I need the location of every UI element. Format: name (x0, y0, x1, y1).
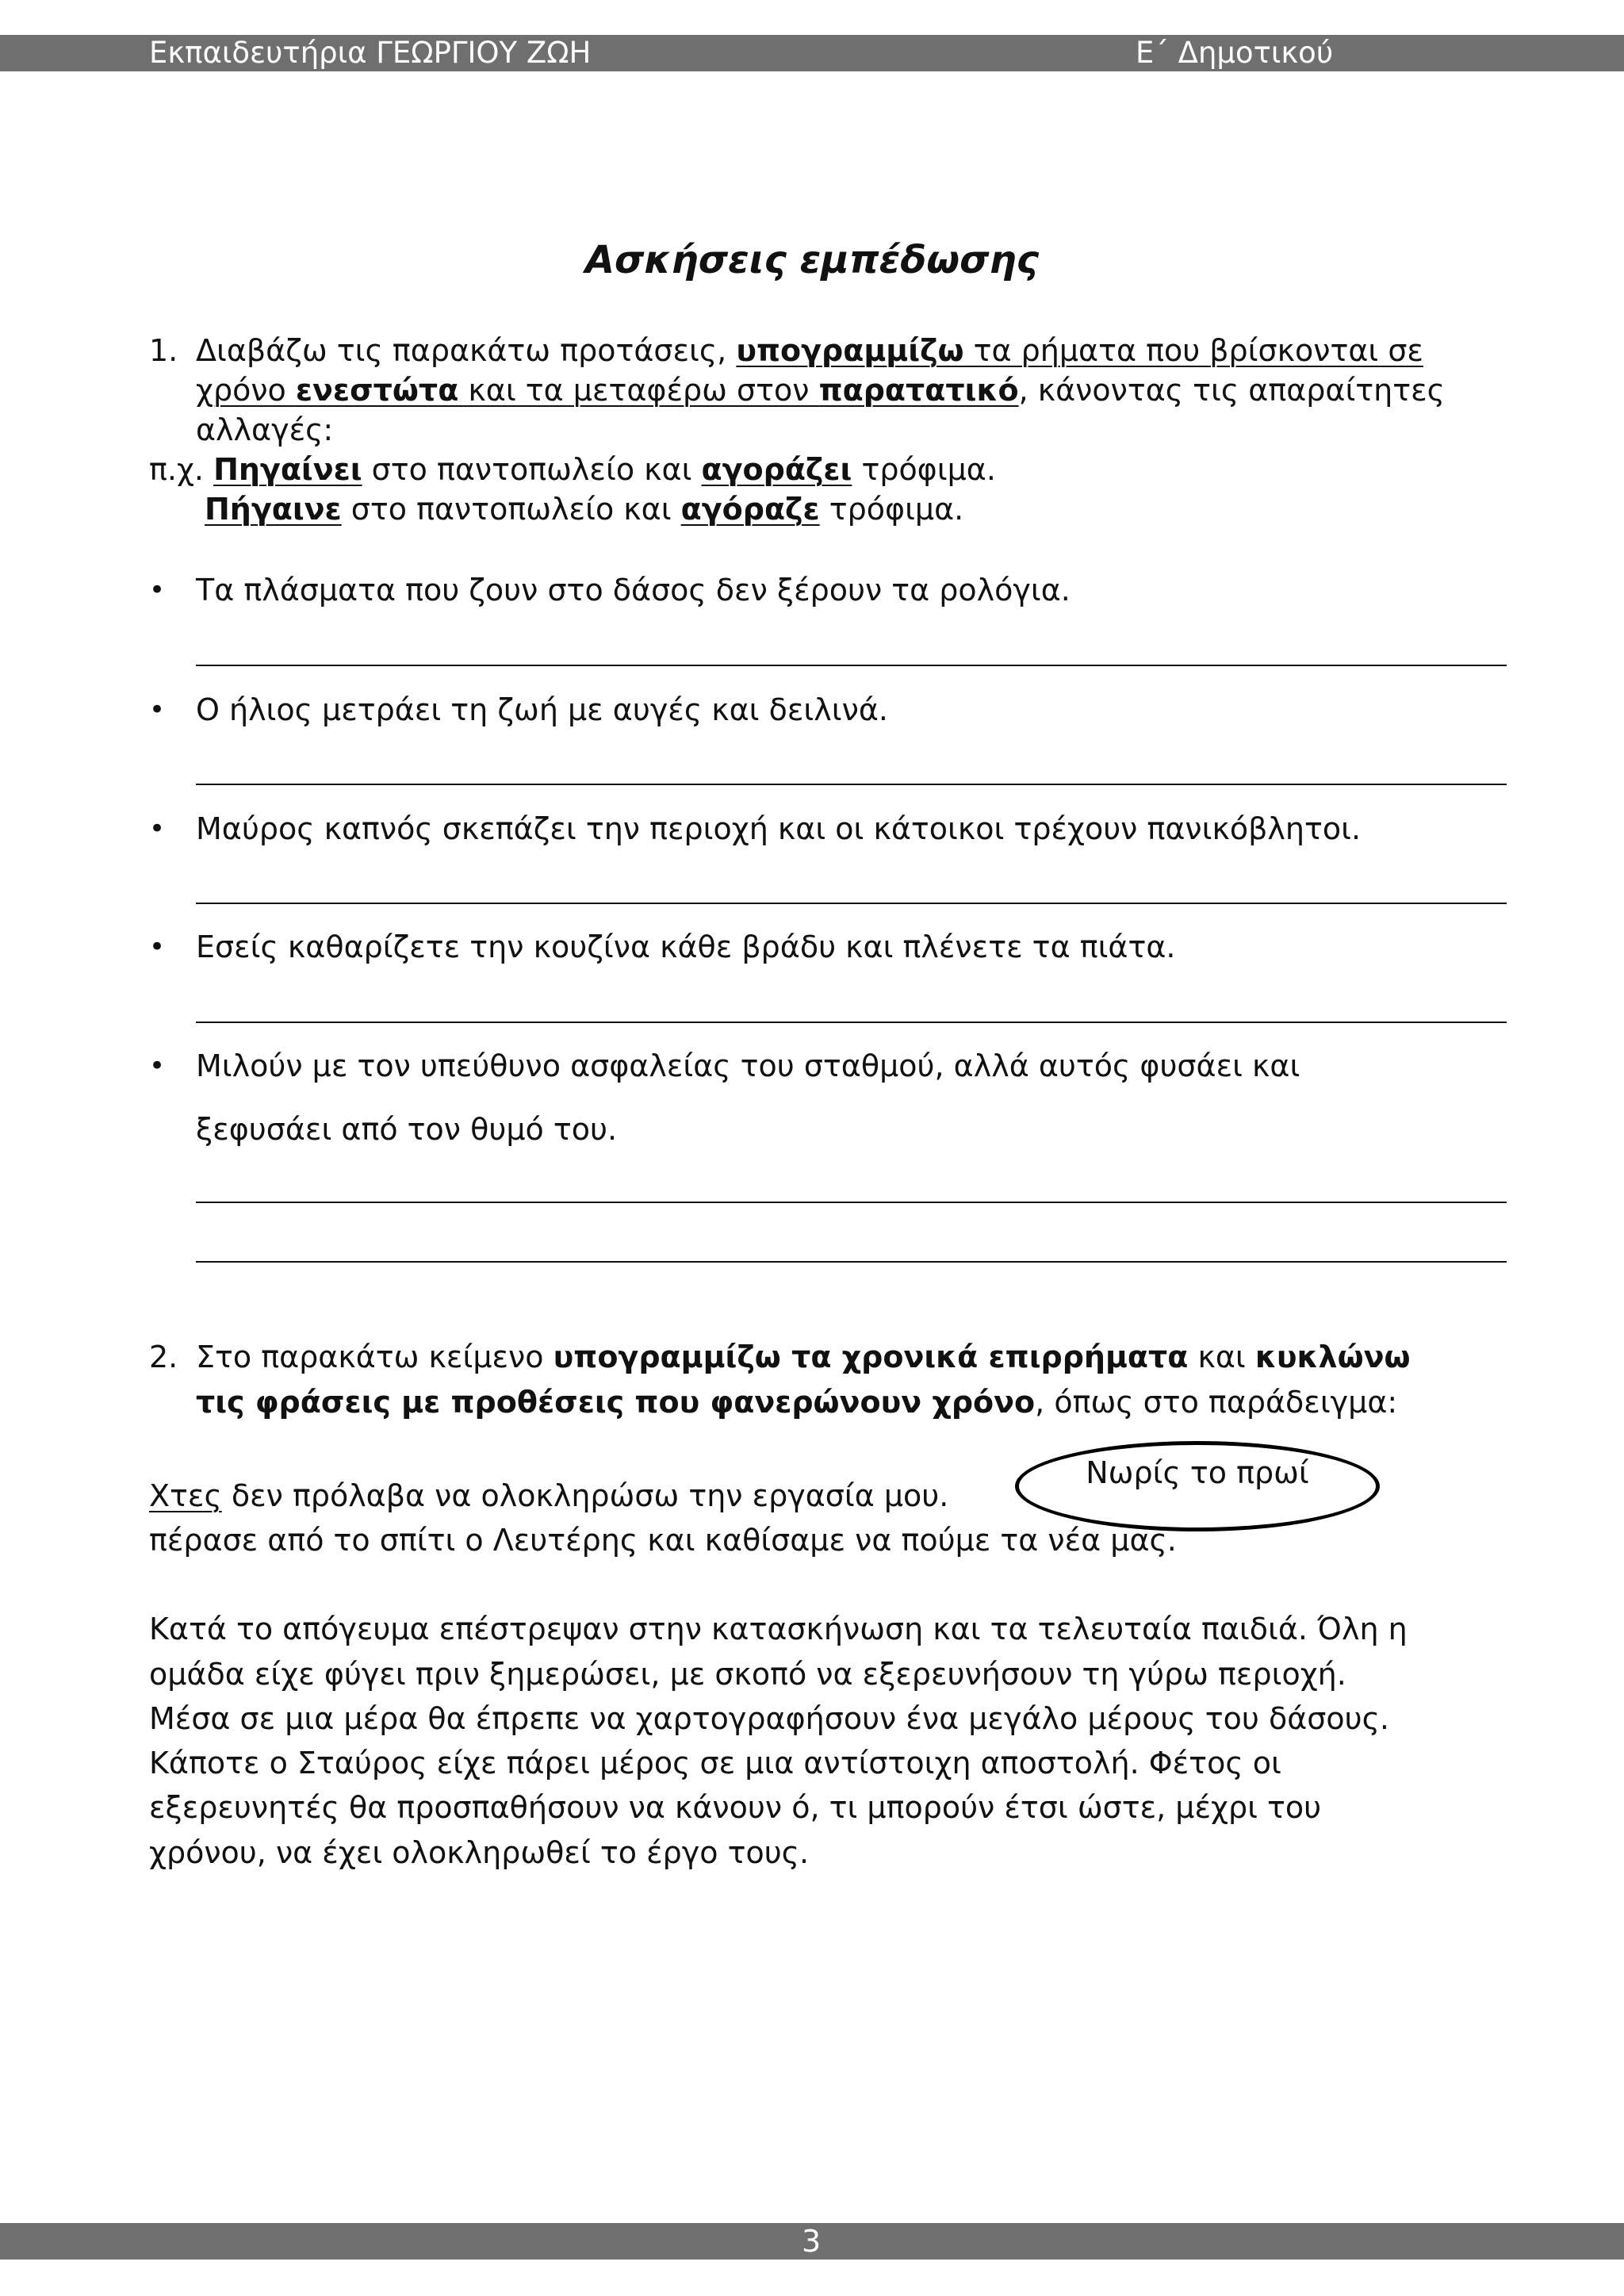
exercise-1-instruction-line-2 (196, 371, 1445, 409)
text-run: τρόφιμα. (852, 452, 996, 487)
example-verb: αγοράζει (701, 452, 852, 487)
text-run-underlined: χρόνο (196, 373, 296, 408)
paragraph-line-4: Κάποτε ο Σταύρος είχε πάρει μέρος σε μια αντίστοιχη αποστολή. Φέτος οι (149, 1746, 1281, 1780)
text-run: και (1188, 1340, 1255, 1374)
text-run: , όπως στο παράδειγμα: (1035, 1385, 1398, 1420)
sentence-3: Μαύρος καπνός σκεπάζει την περιοχή και οι κάτοικοι τρέχουν πανικόβλητοι. (196, 811, 1362, 846)
page-title: Ασκήσεις εμπέδωσης (584, 238, 1040, 282)
sentence-1: Τα πλάσματα που ζουν στο δάσος δεν ξέρουν τα ρολόγια. (196, 573, 1071, 608)
text-line-2: πέρασε από το σπίτι ο Λευτέρης και καθίσαμε να πούμε τα νέα μας. (149, 1523, 1177, 1558)
text-run: τρόφιμα. (819, 492, 964, 527)
text-run: τα ρήματα που βρίσκονται σε (963, 333, 1423, 368)
sentence-4: Εσείς καθαρίζετε την κουζίνα κάθε βράδυ και πλένετε τα πιάτα. (196, 930, 1176, 964)
underlined-adverb: Χτες (149, 1478, 222, 1513)
sentence-5-continued: ξεφυσάει από τον θυμό του. (196, 1112, 618, 1147)
paragraph-line-2: ομάδα είχε φύγει πριν ξημερώσει, με σκοπό να εξερευνήσουν τη γύρω περιοχή. (149, 1657, 1346, 1692)
answer-line-1[interactable] (196, 665, 1507, 666)
text-run-underlined (736, 333, 1423, 368)
bullet: • (149, 1050, 166, 1082)
exercise-2-instruction-line-1 (196, 1338, 1411, 1376)
bullet: • (149, 574, 166, 606)
text-run-underlined: και τα μεταφέρω στον (458, 373, 819, 408)
exercise-2-number: 2. (149, 1340, 178, 1374)
paragraph-line-3: Μέσα σε μια μέρα θα έπρεπε να χαρτογραφήσουν ένα μεγάλο μέρους του δάσους. (149, 1701, 1389, 1736)
bold-underlined-word: παρατατικό (818, 373, 1019, 408)
bold-text: υπογραμμίζω τα χρονικά επιρρήματα (553, 1340, 1189, 1374)
footer-bar (0, 2223, 1624, 2260)
bullet: • (149, 694, 166, 726)
exercise-2-instruction-line-2 (196, 1383, 1397, 1421)
text-run: , κάνοντας τις απαραίτητες (1018, 373, 1445, 408)
school-name: Εκπαιδευτήρια ΓΕΩΡΓΙΟΥ ΖΩΗ (149, 36, 592, 70)
bold-text: κυκλώνω (1254, 1340, 1411, 1374)
answer-line-5[interactable] (196, 1202, 1507, 1203)
example-verb: αγόραζε (680, 492, 820, 527)
bold-underlined-word: υπογραμμίζω (736, 333, 964, 368)
text-line-1 (149, 1477, 948, 1515)
example-present (149, 450, 996, 489)
sentence-2: Ο ήλιος μετράει τη ζωή με αυγές και δειλινά. (196, 692, 888, 727)
page-number: 3 (802, 2224, 822, 2259)
text-run: στο παντοπωλείο και (341, 492, 681, 527)
paragraph-line-6: χρόνου, να έχει ολοκληρωθεί το έργο τους. (149, 1835, 810, 1870)
bullet: • (149, 813, 166, 845)
exercise-1-number: 1. (149, 333, 178, 368)
header-bar (0, 35, 1624, 71)
bold-text: τις φράσεις με προθέσεις που φανερώνουν χρόνο (196, 1385, 1036, 1420)
text-run: δεν πρόλαβα να ολοκληρώσω την εργασία μου. (221, 1478, 949, 1513)
exercise-1-instruction-line-3: αλλαγές: (196, 412, 334, 447)
text-run: Στο παρακάτω κείμενο (196, 1340, 553, 1374)
paragraph-line-5: εξερευνητές θα προσπαθήσουν να κάνουν ό, τι μπορούν έτσι ώστε, μέχρι του (149, 1790, 1322, 1825)
bullet: • (149, 931, 166, 963)
circled-phrase: Νωρίς το πρωί (1086, 1455, 1309, 1490)
example-verb: Πήγαινε (205, 492, 342, 527)
text-run: π.χ. (149, 452, 214, 487)
answer-line-2[interactable] (196, 784, 1507, 785)
answer-line-4[interactable] (196, 1022, 1507, 1023)
grade-label: Ε΄ Δημοτικού (1136, 36, 1334, 70)
answer-line-6[interactable] (196, 1261, 1507, 1263)
example-past (205, 490, 963, 528)
text-run: Διαβάζω τις παρακάτω προτάσεις, (196, 333, 737, 368)
exercise-1-instruction-line-1 (196, 332, 1423, 370)
example-verb: Πηγαίνει (213, 452, 362, 487)
bold-underlined-word: ενεστώτα (295, 373, 459, 408)
answer-line-3[interactable] (196, 903, 1507, 904)
text-run: στο παντοπωλείο και (362, 452, 702, 487)
sentence-5: Μιλούν με τον υπεύθυνο ασφαλείας του σταθμού, αλλά αυτός φυσάει και (196, 1048, 1300, 1083)
paragraph-line-1: Κατά το απόγευμα επέστρεψαν στην κατασκήνωση και τα τελευταία παιδιά. Όλη η (149, 1612, 1408, 1646)
